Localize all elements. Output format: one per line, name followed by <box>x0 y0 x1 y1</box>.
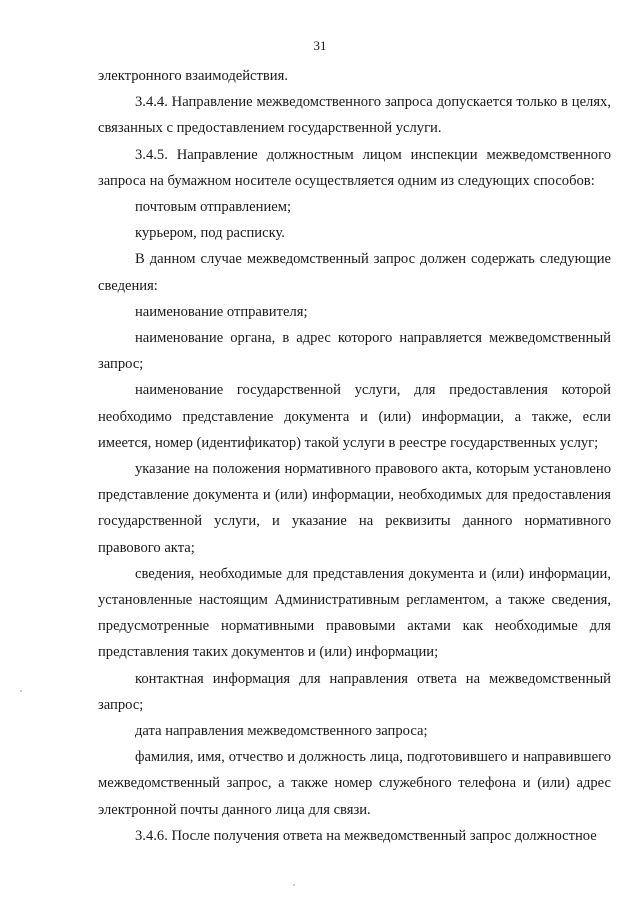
list-item-sender-name: наименование отправителя; <box>135 303 308 320</box>
list-item-recipient-name: наименование органа, в адрес которого направляется межведомственный запрос; <box>98 330 611 373</box>
paragraph-3-4-6: 3.4.6. После получения ответа на межведомственный запрос должностное <box>135 827 597 844</box>
page-body-text <box>98 63 611 849</box>
page-number: 31 <box>313 38 327 53</box>
paragraph-continuation: электронного взаимодействия. <box>98 68 288 84</box>
list-item-official-details: фамилия, имя, отчество и должность лица, подготовившего и направившего межведомственный запрос, а также номер служебного телефона и (или) адрес электронной почты данного лица для связи. <box>98 749 611 818</box>
paragraph-3-4-5: 3.4.5. Направление должностным лицом инспекции межведомственного запроса на бумажном носителе осуществляется одним из следующих способов: <box>98 146 611 189</box>
scan-dust-mark <box>20 690 22 692</box>
list-item-contact-info: контактная информация для направления ответа на межведомственный запрос; <box>98 670 611 713</box>
list-item-request-date: дата направления межведомственного запроса; <box>135 723 428 740</box>
list-item-legal-act: указание на положения нормативного правового акта, которым установлено представление документа и (или) информации, необходимых для предоставления государственной услуги, и указание на реквизиты данного нормативного правового акта; <box>98 461 611 556</box>
paragraph-3-4-4: 3.4.4. Направление межведомственного запроса допускается только в целях, связанных с предоставлением государственной услуги. <box>98 94 611 137</box>
list-item-courier: курьером, под расписку. <box>135 225 285 242</box>
list-item-postal: почтовым отправлением; <box>135 199 292 216</box>
paragraph-request-contents: В данном случае межведомственный запрос должен содержать следующие сведения: <box>98 251 611 294</box>
list-item-required-info: сведения, необходимые для представления документа и (или) информации, установленные настоящим Административным регламентом, а также сведения, предусмотренные нормативными правовыми актами как необходимые для представления таких документов и (или) информации; <box>98 565 611 661</box>
list-item-service-name: наименование государственной услуги, для предоставления которой необходимо представление документа и (или) информации, а также, если имеется, номер (идентификатор) такой услуги в реестре государственных услуг; <box>98 382 611 451</box>
scan-dust-mark <box>293 884 295 886</box>
